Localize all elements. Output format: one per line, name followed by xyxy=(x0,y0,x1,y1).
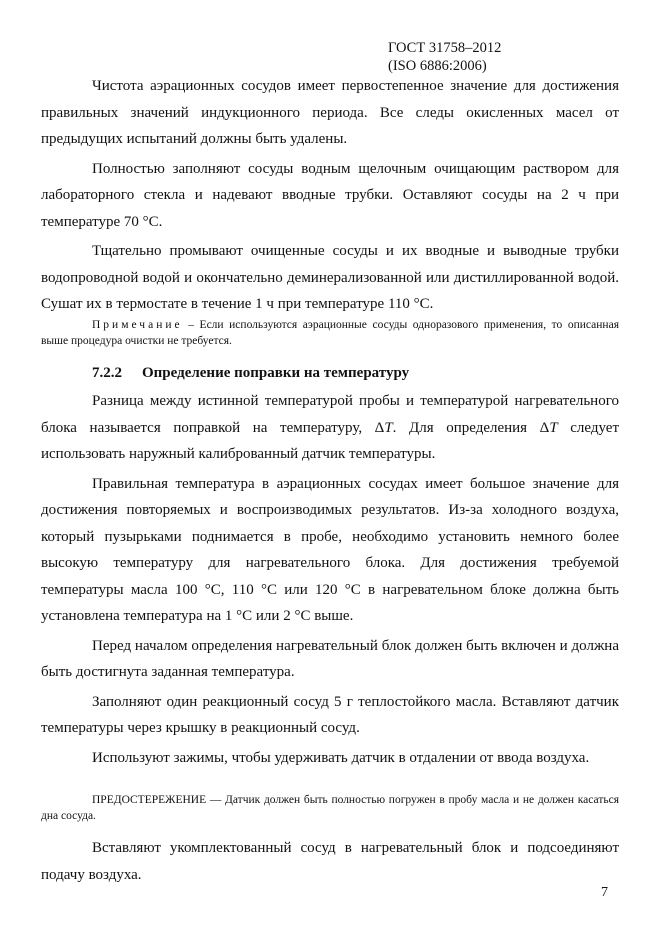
correction-text-c: следует использовать наружный калиброванный датчик температуры. xyxy=(41,419,620,462)
paragraph-fill-vessel: Заполняют один реакционный сосуд 5 г теплостойкого масла. Вставляют датчик температуры через крышку в реакционный сосуд. xyxy=(41,693,619,736)
page-header xyxy=(388,39,501,75)
t-variable: T xyxy=(549,419,558,436)
correction-text-a: Разница между истинной температурой пробы и температурой нагревательного блока называется поправкой на температуру, xyxy=(41,393,619,436)
section-number: 7.2.2 xyxy=(92,365,122,381)
correction-text-b: . Для определения xyxy=(392,419,540,436)
cleaning-text-block xyxy=(41,73,619,318)
paragraph-filling: Полностью заполняют сосуды водным щелочным очищающим раствором для лабораторного стекла и надевают вводные трубки. Оставляют сосуды на 2 ч при температуре 70 °С. xyxy=(41,160,619,230)
temperature-text-block xyxy=(41,388,619,771)
final-text-block xyxy=(41,835,619,888)
delta-symbol: Δ xyxy=(539,419,550,436)
page-number: 7 xyxy=(601,885,608,900)
paragraph-before-start: Перед началом определения нагревательный блок должен быть включен и должна быть достигнута заданная температура. xyxy=(41,637,619,680)
standard-number: ГОСТ 31758–2012 xyxy=(388,40,502,56)
paragraph-cleanliness: Чистота аэрационных сосудов имеет первостепенное значение для достижения правильных значений индукционного периода. Все следы окисленных масел от предыдущих испытаний должны быть удалены. xyxy=(41,78,619,147)
note-label: Примечание xyxy=(92,319,183,331)
note-block xyxy=(41,317,619,349)
paragraph-proper-temperature: Правильная температура в аэрационных сосудах имеет большое значение для достижения повторяемых и воспроизводимых результатов. Из-за холодного воздуха, который пузырьками поднимается в пробе, необходимо установить немного более высокую температуру для нагревательного блока. Для достижения требуемой температуры масла 100 °С, 110 °С или 120 °С в нагревательном блоке должна быть установлена температура на 1 °С или 2 °С выше. xyxy=(41,475,619,624)
section-heading xyxy=(92,365,409,382)
paragraph-clamps: Используют зажимы, чтобы удерживать датчик в отдалении от ввода воздуха. xyxy=(92,749,590,766)
iso-reference: (ISO 6886:2006) xyxy=(388,58,487,74)
note-body: – Если используются аэрационные сосуды одноразового применения, то описанная выше процедура очистки не требуется. xyxy=(41,319,619,347)
delta-symbol: Δ xyxy=(374,419,385,436)
warning-text: ПРЕДОСТЕРЕЖЕНИЕ — Датчик должен быть полностью погружен в пробу масла и не должен касаться дна сосуда. xyxy=(41,794,619,822)
paragraph-rinsing: Тщательно промывают очищенные сосуды и их вводные и выводные трубки водопроводной водой и окончательно деминерализованной или дистиллированной водой. Сушат их в термостате в течение 1 ч при температуре 110 °С. xyxy=(41,243,619,312)
note-text xyxy=(41,317,619,349)
paragraph-insert-vessel: Вставляют укомплектованный сосуд в нагревательный блок и подсоединяют подачу воздуха. xyxy=(41,840,619,883)
t-variable: T xyxy=(384,419,393,436)
section-title: Определение поправки на температуру xyxy=(142,365,410,381)
warning-block xyxy=(41,792,619,824)
paragraph-correction xyxy=(41,388,619,468)
